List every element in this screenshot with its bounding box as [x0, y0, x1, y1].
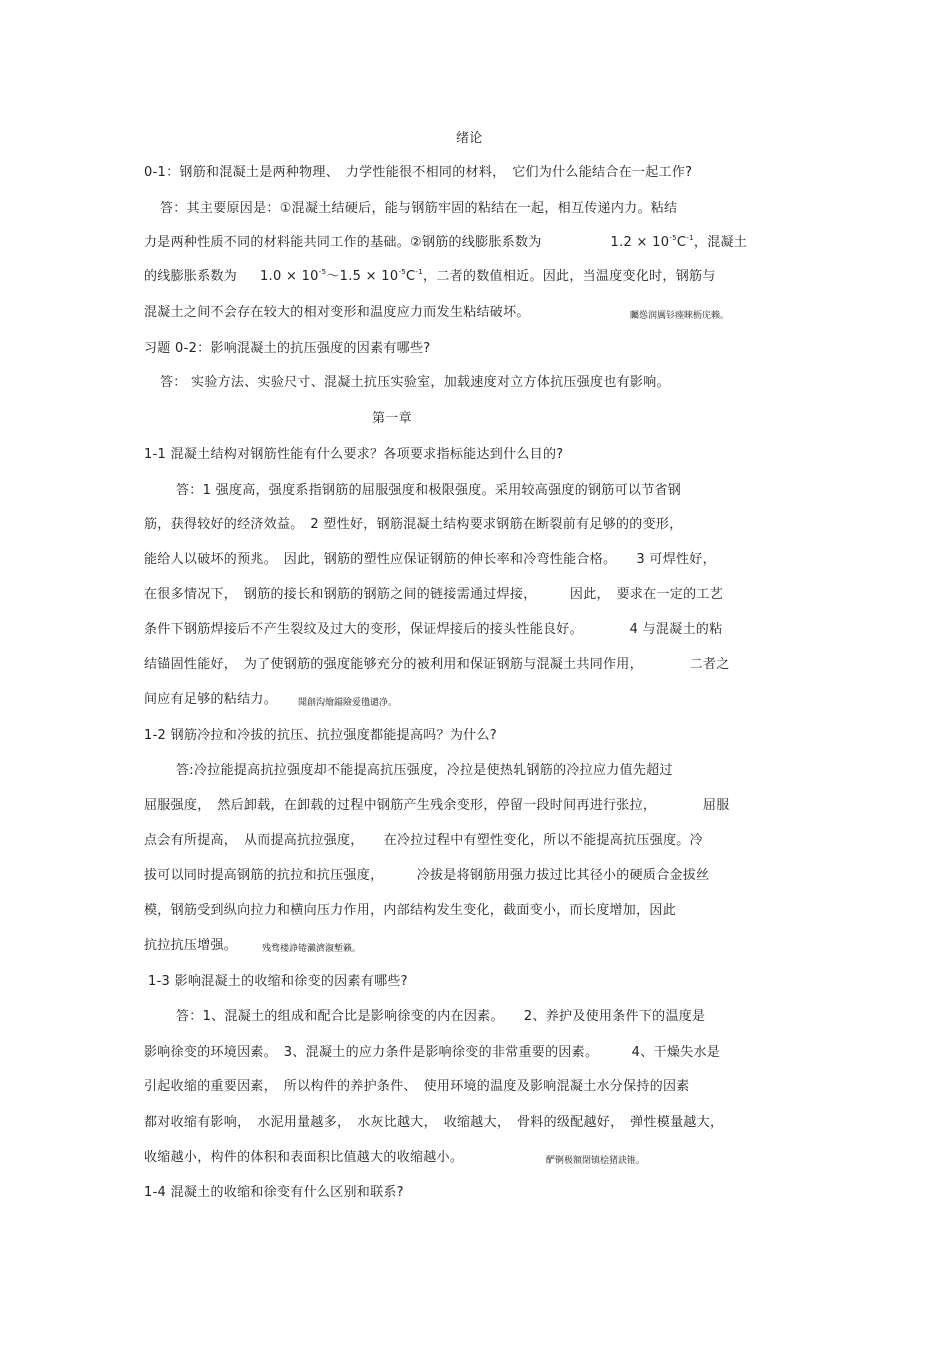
answer-1-2-line-5: 模，钢筋受到纵向拉力和横向压力作用，内部结构发生变化，截面变小，而长度增加，因此: [144, 903, 677, 918]
question-0-1: 0-1：钢筋和混凝土是两种物理、 力学性能很不相同的材料， 它们为什么能结合在一起工作?: [144, 165, 693, 180]
answer-1-3-line-2: 影响徐变的环境因素。 3、混凝土的应力条件是影响徐变的非常重要的因素。 4、干燥失水是: [144, 1045, 721, 1060]
answer-1-1-line-5: 条件下钢筋焊接后不产生裂纹及过大的变形，保证焊接后的接头性能良好。 4 与混凝土的粘: [144, 622, 723, 637]
answer-1-2-line-3: 点会有所提高， 从而提高抗拉强度， 在冷拉过程中有塑性变化，所以不能提高抗压强度。冷: [144, 833, 703, 848]
formula-value: ～1.5 × 10: [326, 269, 399, 284]
garbled-watermark-text: 酽锕极額閉镇桧猪訣锥。: [546, 1156, 646, 1166]
garbled-watermark-text: 聞創沟燴鐺險爱氇谴净。: [298, 698, 398, 708]
answer-0-1-line-1: 答：其主要原因是：①混凝土结硬后，能与钢筋牢固的粘结在一起，相互传递内力。粘结: [160, 201, 678, 216]
answer-1-1-line-6: 结锚固性能好， 为了使钢筋的强度能够充分的被利用和保证钢筋与混凝土共同作用， 二者之: [144, 657, 730, 672]
question-1-4: 1-4 混凝土的收缩和徐变有什么区别和联系?: [144, 1185, 404, 1200]
answer-text: ，混凝土: [693, 235, 748, 250]
question-1-3: 1-3 影响混凝土的收缩和徐变的因素有哪些?: [148, 974, 408, 989]
superscript: -1: [686, 234, 694, 242]
answer-text: 的线膨胀系数为: [144, 269, 238, 284]
formula-value: 1.0 × 10: [259, 269, 319, 284]
garbled-watermark-text: 矚慫润厲钐瘗睞枥庑赖。: [630, 311, 730, 321]
answer-1-3-line-3: 引起收缩的重要因素， 所以构件的养护条件、 使用环境的温度及影响混凝土水分保持的因素: [144, 1079, 690, 1094]
question-1-2: 1-2 钢筋冷拉和冷拔的抗压、抗拉强度都能提高吗？为什么?: [144, 728, 497, 743]
formula-unit: C: [406, 269, 416, 284]
answer-0-1-line-3: [144, 268, 716, 286]
superscript: -5: [398, 268, 407, 276]
answer-1-2-line-1: 答:冷拉能提高抗拉强度却不能提高抗压强度，冷拉是使热轧钢筋的冷拉应力值先超过: [176, 763, 673, 778]
answer-text: ，二者的数值相近。因此，当温度变化时，钢筋与: [423, 269, 716, 284]
section-heading-intro: 绪论: [456, 131, 483, 146]
answer-1-2-line-4: 拔可以同时提高钢筋的抗拉和抗压强度， 冷拔是将钢筋用强力拔过比其径小的硬质合金拔丝: [144, 868, 710, 883]
answer-1-3-line-5: 收缩越小，构件的体积和表面积比值越大的收缩越小。: [144, 1150, 464, 1165]
chapter-heading-1: 第一章: [372, 411, 412, 426]
garbled-watermark-text: 残骛楼諍锩瀨濟溆塹籟。: [262, 944, 362, 954]
answer-text: 力是两种性质不同的材料能共同工作的基础。②钢筋的线膨胀系数为: [144, 235, 542, 250]
answer-1-3-line-4: 都对收缩有影响， 水泥用量越多， 水灰比越大， 收缩越大， 骨料的级配越好， 弹性模量越大，: [144, 1115, 724, 1130]
answer-1-1-line-1: 答：1 强度高，强度系指钢筋的屈服强度和极限强度。采用较高强度的钢筋可以节省钢: [176, 483, 682, 498]
formula-unit: C: [676, 235, 687, 250]
superscript: -1: [415, 268, 424, 276]
answer-1-1-line-7: 间应有足够的粘结力。: [144, 692, 278, 707]
formula-value: 1.2 × 10: [610, 235, 670, 250]
answer-1-1-line-4: 在很多情况下， 钢筋的接长和钢筋的钢筋之间的链接需通过焊接， 因此， 要求在一定的工艺: [144, 587, 724, 602]
question-1-1: 1-1 混凝土结构对钢筋性能有什么要求？各项要求指标能达到什么目的?: [144, 447, 564, 462]
superscript: -5: [669, 234, 677, 242]
answer-1-2-line-2: 屈服强度， 然后卸载，在卸载的过程中钢筋产生残余变形，停留一段时间再进行张拉， 屈服: [144, 798, 730, 813]
answer-1-3-line-1: 答：1、混凝土的组成和配合比是影响徐变的内在因素。 2、养护及使用条件下的温度是: [176, 1009, 706, 1024]
answer-0-1-line-2: [144, 234, 747, 252]
answer-1-1-line-3: 能给人以破坏的预兆。 因此，钢筋的塑性应保证钢筋的伸长率和冷弯性能合格。 3 可焊性好，: [144, 552, 716, 567]
answer-0-2: 答： 实验方法、实验尺寸、混凝土抗压实验室，加载速度对立方体抗压强度也有影响。: [160, 375, 670, 390]
question-0-2: 习题 0-2：影响混凝土的抗压强度的因素有哪些?: [144, 341, 431, 356]
superscript: -5: [318, 268, 327, 276]
answer-1-2-line-6: 抗拉抗压增强。: [144, 938, 238, 953]
answer-0-1-line-4: 混凝土之间不会存在较大的相对变形和温度应力而发生粘结破坏。: [144, 305, 530, 320]
answer-1-1-line-2: 筋，获得较好的经济效益。 2 塑性好，钢筋混凝土结构要求钢筋在断裂前有足够的的变形，: [144, 517, 683, 532]
